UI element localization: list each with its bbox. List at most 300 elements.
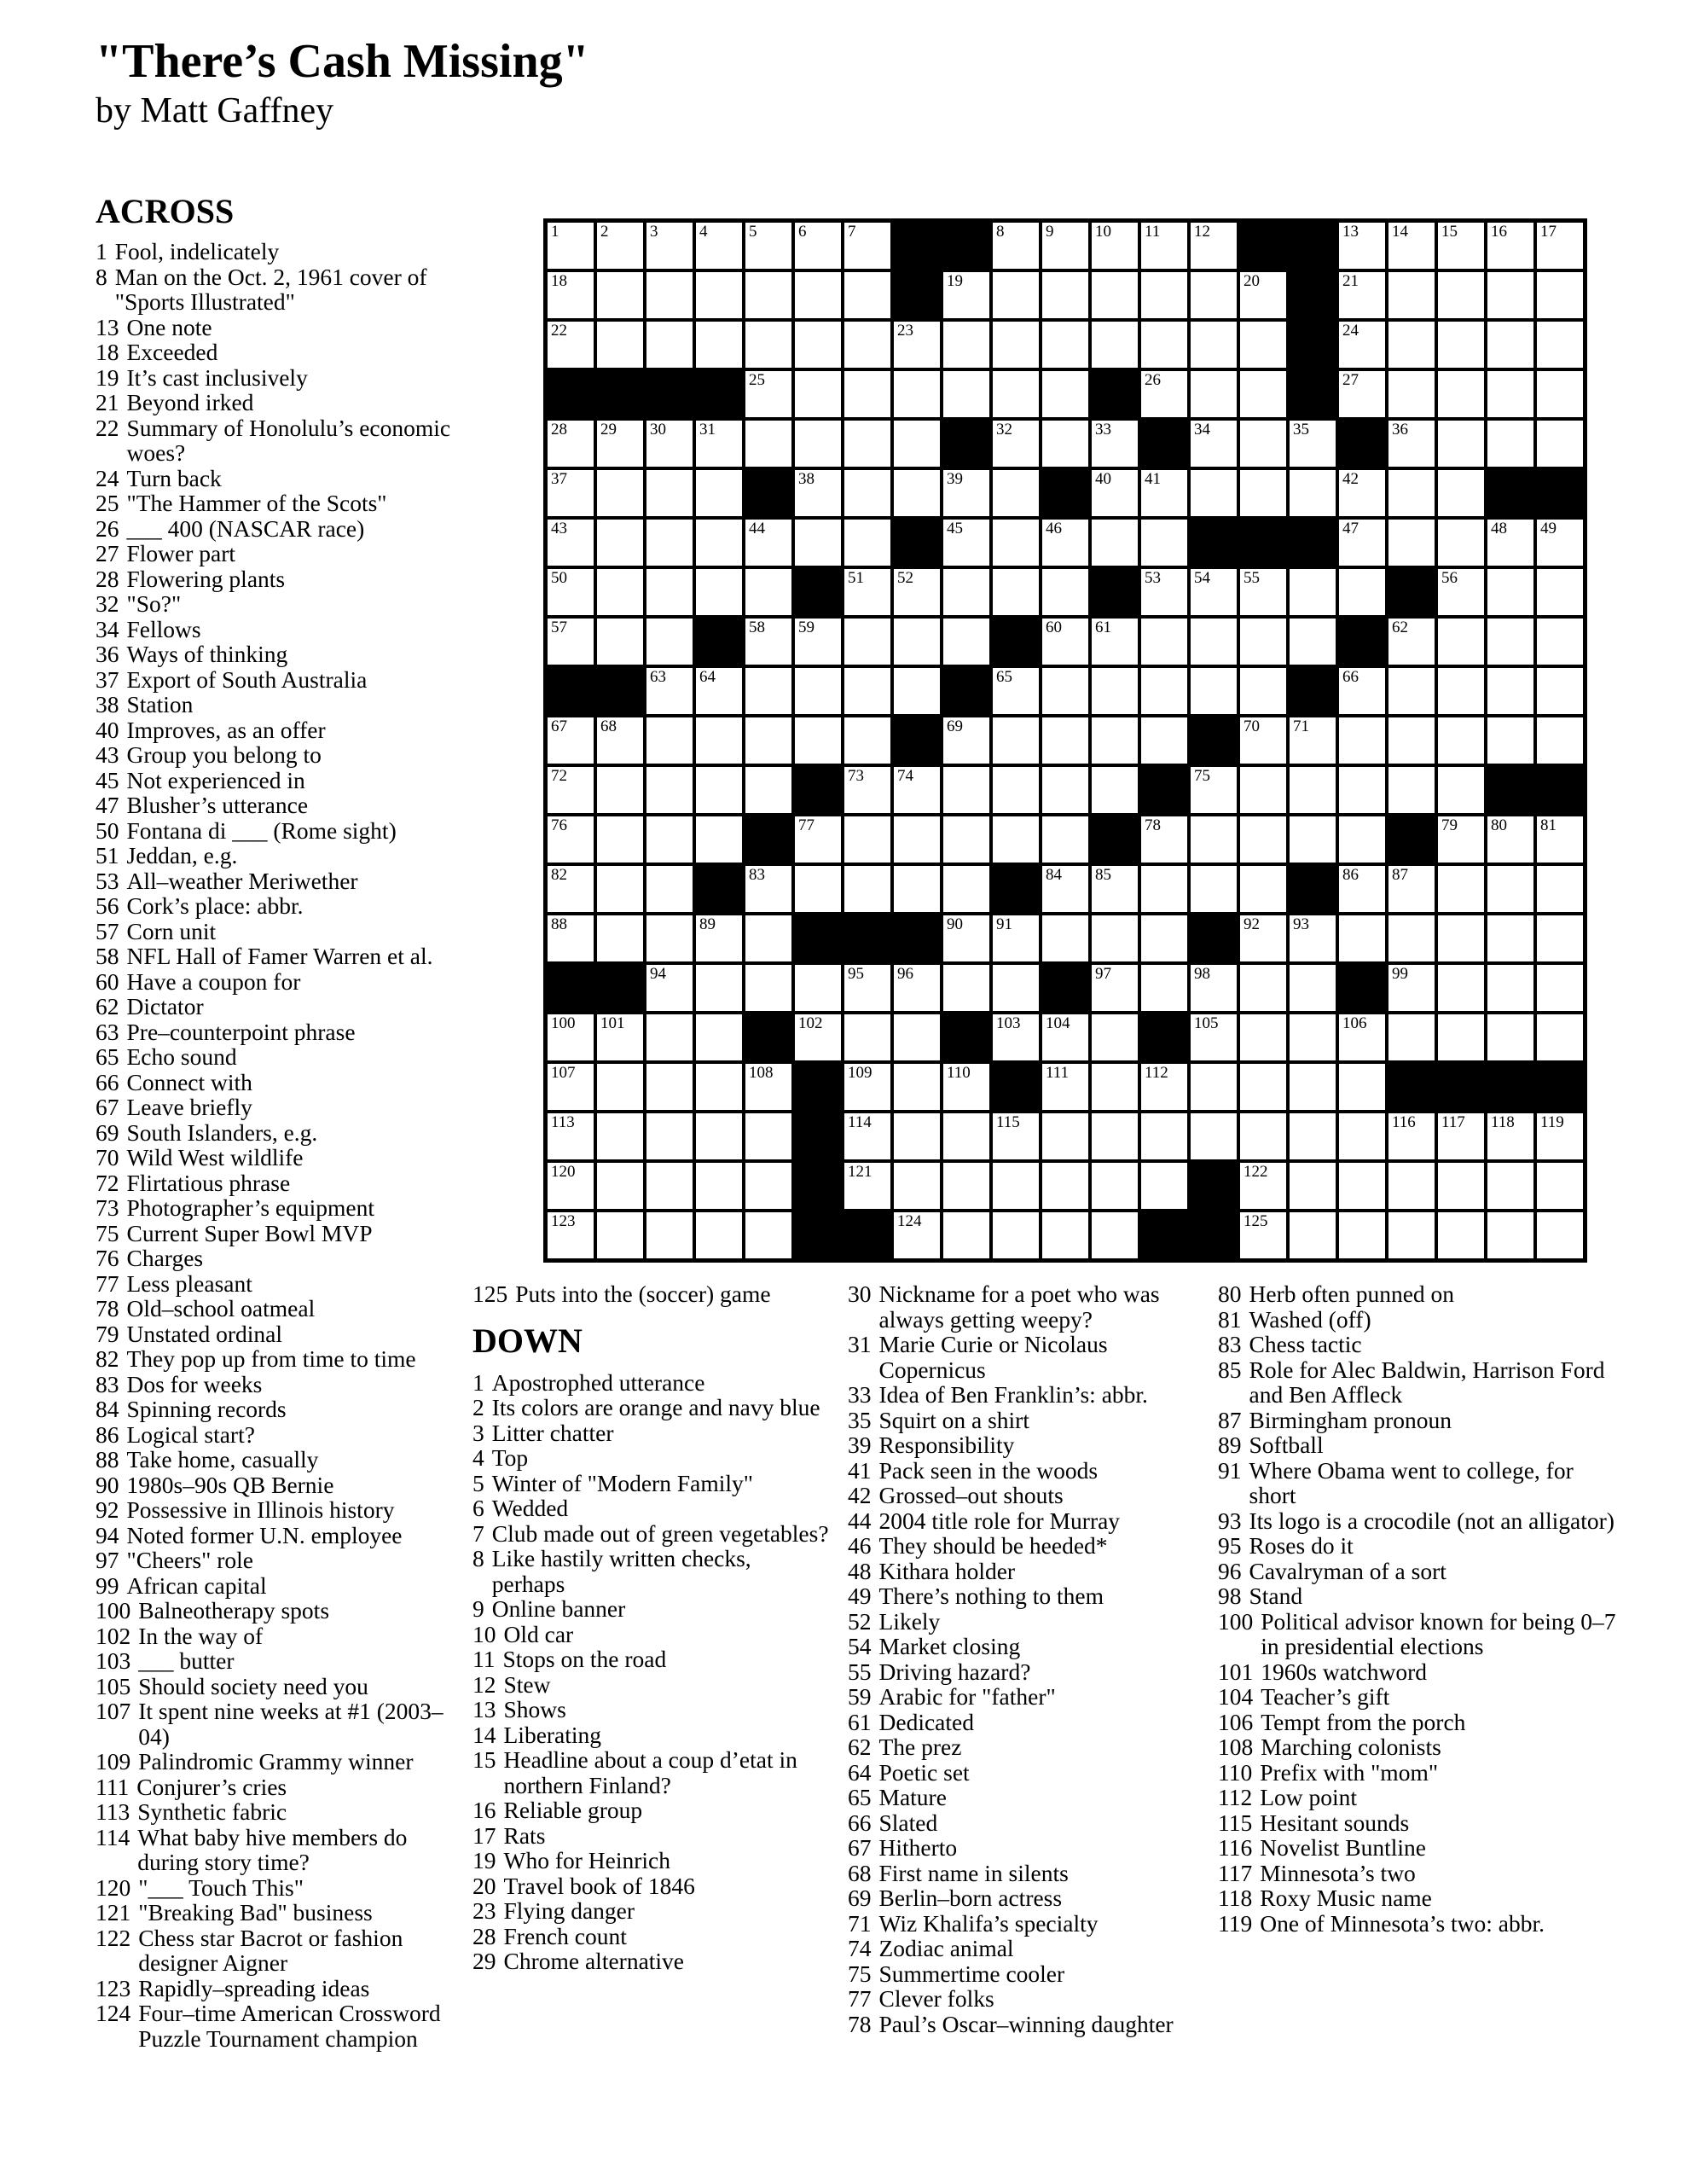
grid-cell[interactable] xyxy=(696,470,742,516)
grid-cell[interactable] xyxy=(646,717,693,764)
grid-cell[interactable] xyxy=(1141,717,1187,764)
grid-cell[interactable] xyxy=(1388,866,1435,912)
grid-cell[interactable] xyxy=(548,569,594,615)
grid-cell[interactable] xyxy=(993,1163,1039,1209)
grid-cell[interactable] xyxy=(993,767,1039,813)
grid-cell[interactable] xyxy=(993,470,1039,516)
grid-cell[interactable] xyxy=(1191,371,1237,417)
grid-cell[interactable] xyxy=(993,569,1039,615)
grid-cell[interactable] xyxy=(597,1113,643,1159)
grid-cell[interactable] xyxy=(646,1014,693,1060)
grid-cell[interactable] xyxy=(548,1163,594,1209)
grid-cell[interactable] xyxy=(597,767,643,813)
grid-cell[interactable] xyxy=(1240,816,1286,863)
grid-cell[interactable] xyxy=(1339,866,1385,912)
grid-cell[interactable] xyxy=(1141,816,1187,863)
grid-cell[interactable] xyxy=(844,816,890,863)
grid-cell[interactable] xyxy=(1487,371,1533,417)
grid-cell[interactable] xyxy=(597,272,643,318)
grid-cell[interactable] xyxy=(1092,1113,1138,1159)
grid-cell[interactable] xyxy=(1438,717,1484,764)
grid-cell[interactable] xyxy=(1339,223,1385,269)
grid-cell[interactable] xyxy=(696,1163,742,1209)
grid-cell[interactable] xyxy=(1537,866,1583,912)
grid-cell[interactable] xyxy=(943,322,989,368)
grid-cell[interactable] xyxy=(1092,965,1138,1011)
grid-cell[interactable] xyxy=(597,223,643,269)
grid-cell[interactable] xyxy=(745,1064,791,1110)
grid-cell[interactable] xyxy=(696,915,742,961)
grid-cell[interactable] xyxy=(548,470,594,516)
grid-cell[interactable] xyxy=(795,520,841,566)
grid-cell[interactable] xyxy=(1438,619,1484,665)
grid-cell[interactable] xyxy=(1042,717,1088,764)
grid-cell[interactable] xyxy=(1092,322,1138,368)
grid-cell[interactable] xyxy=(943,816,989,863)
grid-cell[interactable] xyxy=(1537,223,1583,269)
grid-cell[interactable] xyxy=(597,915,643,961)
grid-cell[interactable] xyxy=(696,421,742,467)
grid-cell[interactable] xyxy=(548,1014,594,1060)
grid-cell[interactable] xyxy=(1438,1163,1484,1209)
grid-cell[interactable] xyxy=(1438,470,1484,516)
grid-cell[interactable] xyxy=(597,322,643,368)
grid-cell[interactable] xyxy=(548,915,594,961)
grid-cell[interactable] xyxy=(795,965,841,1011)
grid-cell[interactable] xyxy=(696,1113,742,1159)
grid-cell[interactable] xyxy=(795,421,841,467)
grid-cell[interactable] xyxy=(1438,816,1484,863)
grid-cell[interactable] xyxy=(894,619,940,665)
grid-cell[interactable] xyxy=(745,1212,791,1258)
grid-cell[interactable] xyxy=(1042,272,1088,318)
grid-cell[interactable] xyxy=(1240,1064,1286,1110)
grid-cell[interactable] xyxy=(844,965,890,1011)
grid-cell[interactable] xyxy=(1339,569,1385,615)
grid-cell[interactable] xyxy=(745,717,791,764)
grid-cell[interactable] xyxy=(1240,767,1286,813)
grid-cell[interactable] xyxy=(1042,1212,1088,1258)
grid-cell[interactable] xyxy=(943,915,989,961)
grid-cell[interactable] xyxy=(894,421,940,467)
grid-cell[interactable] xyxy=(1438,668,1484,714)
grid-cell[interactable] xyxy=(548,223,594,269)
grid-cell[interactable] xyxy=(1240,668,1286,714)
grid-cell[interactable] xyxy=(1240,717,1286,764)
grid-cell[interactable] xyxy=(1141,272,1187,318)
grid-cell[interactable] xyxy=(1438,915,1484,961)
grid-cell[interactable] xyxy=(1240,915,1286,961)
grid-cell[interactable] xyxy=(1290,915,1336,961)
grid-cell[interactable] xyxy=(1290,1014,1336,1060)
grid-cell[interactable] xyxy=(1388,668,1435,714)
grid-cell[interactable] xyxy=(1339,1163,1385,1209)
grid-cell[interactable] xyxy=(1438,272,1484,318)
grid-cell[interactable] xyxy=(1388,272,1435,318)
grid-cell[interactable] xyxy=(1290,717,1336,764)
grid-cell[interactable] xyxy=(1042,223,1088,269)
grid-cell[interactable] xyxy=(1141,520,1187,566)
grid-cell[interactable] xyxy=(1537,1014,1583,1060)
grid-cell[interactable] xyxy=(1339,1014,1385,1060)
grid-cell[interactable] xyxy=(1388,767,1435,813)
grid-cell[interactable] xyxy=(745,272,791,318)
grid-cell[interactable] xyxy=(795,371,841,417)
grid-cell[interactable] xyxy=(1092,915,1138,961)
grid-cell[interactable] xyxy=(1290,1163,1336,1209)
grid-cell[interactable] xyxy=(1191,322,1237,368)
grid-cell[interactable] xyxy=(894,816,940,863)
grid-cell[interactable] xyxy=(795,668,841,714)
grid-cell[interactable] xyxy=(1339,767,1385,813)
grid-cell[interactable] xyxy=(1042,767,1088,813)
grid-cell[interactable] xyxy=(1092,520,1138,566)
grid-cell[interactable] xyxy=(993,223,1039,269)
grid-cell[interactable] xyxy=(1388,1163,1435,1209)
grid-cell[interactable] xyxy=(646,668,693,714)
grid-cell[interactable] xyxy=(646,1163,693,1209)
grid-cell[interactable] xyxy=(646,322,693,368)
grid-cell[interactable] xyxy=(1290,619,1336,665)
grid-cell[interactable] xyxy=(696,1014,742,1060)
grid-cell[interactable] xyxy=(597,717,643,764)
grid-cell[interactable] xyxy=(597,1064,643,1110)
grid-cell[interactable] xyxy=(795,717,841,764)
grid-cell[interactable] xyxy=(548,1113,594,1159)
grid-cell[interactable] xyxy=(1042,371,1088,417)
grid-cell[interactable] xyxy=(597,1212,643,1258)
grid-cell[interactable] xyxy=(1537,520,1583,566)
grid-cell[interactable] xyxy=(844,1064,890,1110)
grid-cell[interactable] xyxy=(1290,421,1336,467)
grid-cell[interactable] xyxy=(1388,520,1435,566)
grid-cell[interactable] xyxy=(548,322,594,368)
grid-cell[interactable] xyxy=(1339,717,1385,764)
grid-cell[interactable] xyxy=(597,816,643,863)
grid-cell[interactable] xyxy=(1141,866,1187,912)
grid-cell[interactable] xyxy=(1290,1113,1336,1159)
grid-cell[interactable] xyxy=(1438,866,1484,912)
grid-cell[interactable] xyxy=(1487,816,1533,863)
grid-cell[interactable] xyxy=(1487,866,1533,912)
grid-cell[interactable] xyxy=(696,816,742,863)
grid-cell[interactable] xyxy=(1042,569,1088,615)
grid-cell[interactable] xyxy=(993,520,1039,566)
grid-cell[interactable] xyxy=(1537,668,1583,714)
grid-cell[interactable] xyxy=(646,965,693,1011)
grid-cell[interactable] xyxy=(1240,1113,1286,1159)
grid-cell[interactable] xyxy=(1537,322,1583,368)
grid-cell[interactable] xyxy=(745,767,791,813)
grid-cell[interactable] xyxy=(844,371,890,417)
grid-cell[interactable] xyxy=(1388,371,1435,417)
grid-cell[interactable] xyxy=(1092,1212,1138,1258)
grid-cell[interactable] xyxy=(844,223,890,269)
grid-cell[interactable] xyxy=(745,619,791,665)
grid-cell[interactable] xyxy=(745,965,791,1011)
grid-cell[interactable] xyxy=(1092,272,1138,318)
grid-cell[interactable] xyxy=(1042,1014,1088,1060)
grid-cell[interactable] xyxy=(1141,223,1187,269)
grid-cell[interactable] xyxy=(844,668,890,714)
grid-cell[interactable] xyxy=(795,322,841,368)
grid-cell[interactable] xyxy=(1537,965,1583,1011)
grid-cell[interactable] xyxy=(1487,1212,1533,1258)
grid-cell[interactable] xyxy=(844,322,890,368)
grid-cell[interactable] xyxy=(1339,371,1385,417)
grid-cell[interactable] xyxy=(1191,816,1237,863)
grid-cell[interactable] xyxy=(745,1113,791,1159)
grid-cell[interactable] xyxy=(1191,223,1237,269)
grid-cell[interactable] xyxy=(1092,1163,1138,1209)
grid-cell[interactable] xyxy=(646,1064,693,1110)
grid-cell[interactable] xyxy=(1388,1014,1435,1060)
grid-cell[interactable] xyxy=(1388,470,1435,516)
grid-cell[interactable] xyxy=(844,866,890,912)
grid-cell[interactable] xyxy=(745,1163,791,1209)
grid-cell[interactable] xyxy=(1191,421,1237,467)
grid-cell[interactable] xyxy=(548,767,594,813)
grid-cell[interactable] xyxy=(943,1113,989,1159)
grid-cell[interactable] xyxy=(844,717,890,764)
grid-cell[interactable] xyxy=(1240,1212,1286,1258)
grid-cell[interactable] xyxy=(894,470,940,516)
grid-cell[interactable] xyxy=(1290,569,1336,615)
grid-cell[interactable] xyxy=(1537,619,1583,665)
grid-cell[interactable] xyxy=(1042,322,1088,368)
grid-cell[interactable] xyxy=(1290,965,1336,1011)
grid-cell[interactable] xyxy=(696,1212,742,1258)
grid-cell[interactable] xyxy=(943,965,989,1011)
grid-cell[interactable] xyxy=(894,569,940,615)
grid-cell[interactable] xyxy=(1042,915,1088,961)
grid-cell[interactable] xyxy=(844,767,890,813)
grid-cell[interactable] xyxy=(548,421,594,467)
grid-cell[interactable] xyxy=(1092,717,1138,764)
grid-cell[interactable] xyxy=(943,470,989,516)
grid-cell[interactable] xyxy=(1042,421,1088,467)
grid-cell[interactable] xyxy=(745,569,791,615)
grid-cell[interactable] xyxy=(1042,816,1088,863)
grid-cell[interactable] xyxy=(696,767,742,813)
grid-cell[interactable] xyxy=(894,1163,940,1209)
grid-cell[interactable] xyxy=(745,520,791,566)
grid-cell[interactable] xyxy=(1537,1113,1583,1159)
grid-cell[interactable] xyxy=(1042,520,1088,566)
grid-cell[interactable] xyxy=(548,866,594,912)
grid-cell[interactable] xyxy=(943,1064,989,1110)
grid-cell[interactable] xyxy=(1191,569,1237,615)
grid-cell[interactable] xyxy=(646,470,693,516)
grid-cell[interactable] xyxy=(548,1064,594,1110)
grid-cell[interactable] xyxy=(795,470,841,516)
grid-cell[interactable] xyxy=(1042,619,1088,665)
grid-cell[interactable] xyxy=(1191,272,1237,318)
grid-cell[interactable] xyxy=(1438,421,1484,467)
grid-cell[interactable] xyxy=(1339,1064,1385,1110)
grid-cell[interactable] xyxy=(1042,1064,1088,1110)
grid-cell[interactable] xyxy=(993,272,1039,318)
grid-cell[interactable] xyxy=(1487,1014,1533,1060)
grid-cell[interactable] xyxy=(1339,816,1385,863)
grid-cell[interactable] xyxy=(696,520,742,566)
grid-cell[interactable] xyxy=(894,371,940,417)
grid-cell[interactable] xyxy=(1339,520,1385,566)
grid-cell[interactable] xyxy=(943,767,989,813)
grid-cell[interactable] xyxy=(696,272,742,318)
grid-cell[interactable] xyxy=(1487,1113,1533,1159)
grid-cell[interactable] xyxy=(745,421,791,467)
grid-cell[interactable] xyxy=(597,520,643,566)
grid-cell[interactable] xyxy=(1487,272,1533,318)
grid-cell[interactable] xyxy=(795,816,841,863)
grid-cell[interactable] xyxy=(1191,866,1237,912)
grid-cell[interactable] xyxy=(646,520,693,566)
grid-cell[interactable] xyxy=(1092,223,1138,269)
grid-cell[interactable] xyxy=(1537,1163,1583,1209)
grid-cell[interactable] xyxy=(1092,668,1138,714)
grid-cell[interactable] xyxy=(894,965,940,1011)
grid-cell[interactable] xyxy=(548,717,594,764)
grid-cell[interactable] xyxy=(1092,1014,1138,1060)
grid-cell[interactable] xyxy=(1290,470,1336,516)
grid-cell[interactable] xyxy=(1438,223,1484,269)
grid-cell[interactable] xyxy=(696,1064,742,1110)
grid-cell[interactable] xyxy=(1487,322,1533,368)
grid-cell[interactable] xyxy=(1339,1212,1385,1258)
grid-cell[interactable] xyxy=(1339,1113,1385,1159)
grid-cell[interactable] xyxy=(1240,421,1286,467)
grid-cell[interactable] xyxy=(548,816,594,863)
grid-cell[interactable] xyxy=(943,619,989,665)
grid-cell[interactable] xyxy=(993,322,1039,368)
grid-cell[interactable] xyxy=(1141,569,1187,615)
grid-cell[interactable] xyxy=(1240,965,1286,1011)
grid-cell[interactable] xyxy=(1240,1163,1286,1209)
grid-cell[interactable] xyxy=(597,569,643,615)
grid-cell[interactable] xyxy=(844,619,890,665)
grid-cell[interactable] xyxy=(1240,1014,1286,1060)
grid-cell[interactable] xyxy=(844,421,890,467)
grid-cell[interactable] xyxy=(1438,371,1484,417)
grid-cell[interactable] xyxy=(1537,915,1583,961)
grid-cell[interactable] xyxy=(1042,1113,1088,1159)
grid-cell[interactable] xyxy=(1191,965,1237,1011)
grid-cell[interactable] xyxy=(1537,1212,1583,1258)
grid-cell[interactable] xyxy=(745,322,791,368)
grid-cell[interactable] xyxy=(646,569,693,615)
grid-cell[interactable] xyxy=(1290,767,1336,813)
grid-cell[interactable] xyxy=(1141,915,1187,961)
grid-cell[interactable] xyxy=(1141,371,1187,417)
grid-cell[interactable] xyxy=(993,965,1039,1011)
grid-cell[interactable] xyxy=(1438,767,1484,813)
grid-cell[interactable] xyxy=(548,272,594,318)
grid-cell[interactable] xyxy=(696,223,742,269)
grid-cell[interactable] xyxy=(646,619,693,665)
grid-cell[interactable] xyxy=(894,322,940,368)
grid-cell[interactable] xyxy=(646,816,693,863)
grid-cell[interactable] xyxy=(1339,915,1385,961)
grid-cell[interactable] xyxy=(1339,668,1385,714)
grid-cell[interactable] xyxy=(646,421,693,467)
grid-cell[interactable] xyxy=(844,1113,890,1159)
grid-cell[interactable] xyxy=(1388,1212,1435,1258)
grid-cell[interactable] xyxy=(696,322,742,368)
grid-cell[interactable] xyxy=(1240,371,1286,417)
grid-cell[interactable] xyxy=(844,272,890,318)
grid-cell[interactable] xyxy=(696,668,742,714)
grid-cell[interactable] xyxy=(1438,520,1484,566)
grid-cell[interactable] xyxy=(548,1212,594,1258)
grid-cell[interactable] xyxy=(943,1163,989,1209)
grid-cell[interactable] xyxy=(1438,569,1484,615)
grid-cell[interactable] xyxy=(1537,717,1583,764)
grid-cell[interactable] xyxy=(1487,965,1533,1011)
grid-cell[interactable] xyxy=(1537,371,1583,417)
grid-cell[interactable] xyxy=(1487,1163,1533,1209)
grid-cell[interactable] xyxy=(1092,421,1138,467)
grid-cell[interactable] xyxy=(1290,1064,1336,1110)
grid-cell[interactable] xyxy=(745,915,791,961)
grid-cell[interactable] xyxy=(1290,1212,1336,1258)
grid-cell[interactable] xyxy=(1388,1113,1435,1159)
grid-cell[interactable] xyxy=(1438,1113,1484,1159)
grid-cell[interactable] xyxy=(1191,668,1237,714)
grid-cell[interactable] xyxy=(1042,1163,1088,1209)
grid-cell[interactable] xyxy=(1388,965,1435,1011)
grid-cell[interactable] xyxy=(1191,1064,1237,1110)
grid-cell[interactable] xyxy=(1191,619,1237,665)
grid-cell[interactable] xyxy=(1388,322,1435,368)
grid-cell[interactable] xyxy=(943,272,989,318)
grid-cell[interactable] xyxy=(844,520,890,566)
grid-cell[interactable] xyxy=(1191,470,1237,516)
grid-cell[interactable] xyxy=(795,223,841,269)
grid-cell[interactable] xyxy=(1487,223,1533,269)
grid-cell[interactable] xyxy=(1240,470,1286,516)
grid-cell[interactable] xyxy=(1487,569,1533,615)
grid-cell[interactable] xyxy=(1339,322,1385,368)
grid-cell[interactable] xyxy=(696,569,742,615)
grid-cell[interactable] xyxy=(1141,1064,1187,1110)
grid-cell[interactable] xyxy=(1141,470,1187,516)
grid-cell[interactable] xyxy=(1487,421,1533,467)
grid-cell[interactable] xyxy=(894,1064,940,1110)
grid-cell[interactable] xyxy=(943,371,989,417)
grid-cell[interactable] xyxy=(646,866,693,912)
grid-cell[interactable] xyxy=(1388,619,1435,665)
grid-cell[interactable] xyxy=(1537,569,1583,615)
grid-cell[interactable] xyxy=(1042,668,1088,714)
grid-cell[interactable] xyxy=(597,470,643,516)
grid-cell[interactable] xyxy=(993,915,1039,961)
grid-cell[interactable] xyxy=(844,1014,890,1060)
grid-cell[interactable] xyxy=(1092,470,1138,516)
grid-cell[interactable] xyxy=(993,1212,1039,1258)
grid-cell[interactable] xyxy=(795,866,841,912)
grid-cell[interactable] xyxy=(1537,421,1583,467)
grid-cell[interactable] xyxy=(1240,322,1286,368)
grid-cell[interactable] xyxy=(1042,866,1088,912)
grid-cell[interactable] xyxy=(597,1014,643,1060)
grid-cell[interactable] xyxy=(943,1212,989,1258)
grid-cell[interactable] xyxy=(993,668,1039,714)
grid-cell[interactable] xyxy=(646,915,693,961)
grid-cell[interactable] xyxy=(993,717,1039,764)
grid-cell[interactable] xyxy=(1141,1163,1187,1209)
grid-cell[interactable] xyxy=(646,1212,693,1258)
